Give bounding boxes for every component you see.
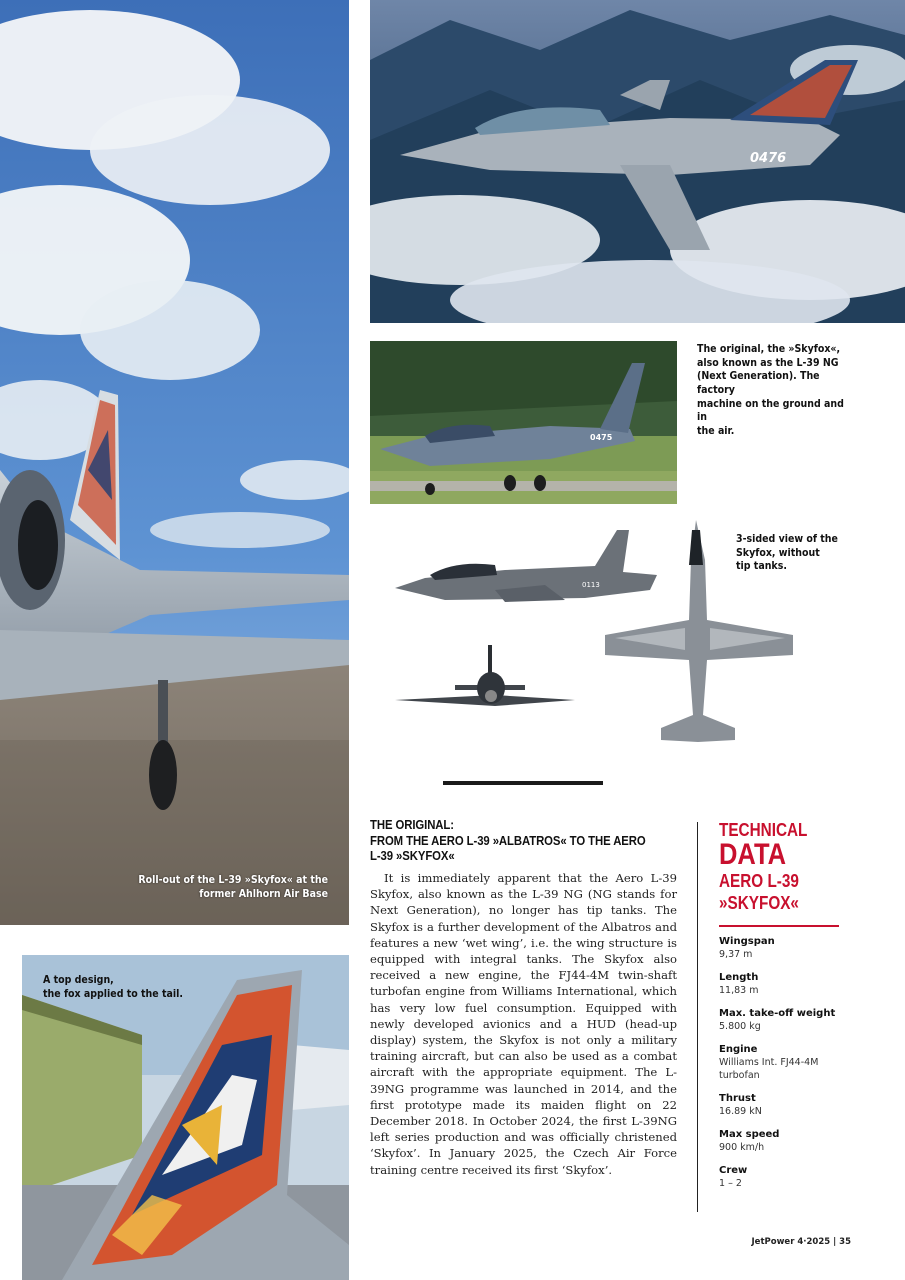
spec-crew: Crew 1 – 2 (719, 1165, 748, 1189)
side-serial: 0113 (582, 581, 600, 589)
spec-thrust: Thrust 16.89 kN (719, 1093, 762, 1117)
tech-data-rule (697, 822, 698, 1212)
article-body: It is immediately apparent that the Aero L-39 Skyfox, also known as the L-39 NG (NG stands for Next Generation), no longer has tip tanks. The Skyfox is a further development of the Albatros and features a new ‘wet wing’, i.e. the wing structure is equipped with integral tanks. The Skyfox also received a new engine, the FJ44-4M twin-shaft turbofan engine from Williams International, which has very low fuel consumption. Equipped with newly developed avionics and a HUD (head-up display) system, the Skyfox is not only a military training aircraft, but can also be used as a combat aircraft with the appropriate equipment. The L-39NG programme was launched in 2014, and the first prototype made its maiden flight on 22 December 2018. In October 2024, the first L-39NG left series production and was officially christened ‘Skyfox’. In January 2025, the Czech Air Force training centre received its first ‘Skyfox’. (370, 871, 677, 1177)
inflight-photo (370, 0, 905, 323)
three-view-caption: 3-sided view of the Skyfox, without tip tanks. (736, 533, 838, 573)
spec-list (719, 935, 839, 1200)
ground-serial: 0475 (590, 433, 613, 442)
spec-max-speed: Max speed 900 km/h (719, 1129, 780, 1153)
air-serial: 0476 (750, 151, 787, 166)
page-footer: JetPower 4·2025 | 35 (751, 1237, 851, 1247)
divider-bar (443, 781, 603, 785)
spec-max-takeoff-weight: Max. take-off weight 5.800 kg (719, 1008, 836, 1032)
article-heading: THE ORIGINAL: FROM THE AERO L-39 »ALBATROS« TO THE AERO L-39 »SKYFOX« (370, 817, 646, 864)
spec-engine: Engine Williams Int. FJ44-4M turbofan (719, 1044, 819, 1081)
tech-data-title: TECHNICAL DATA AERO L-39 »SKYFOX« (719, 820, 808, 913)
original-caption: The original, the »Skyfox«, also known as the L-39 NG (Next Generation). The factory machine on the ground and in the air. (697, 343, 844, 437)
rollout-caption: Roll-out of the L-39 »Skyfox« at the former Ahlhorn Air Base (138, 874, 328, 900)
tech-data-underline (719, 925, 839, 927)
tail-caption: A top design, the fox applied to the tail. (43, 974, 183, 1000)
spec-wingspan: Wingspan 9,37 m (719, 936, 775, 960)
tail-photo (22, 955, 349, 1280)
rollout-photo (0, 0, 349, 925)
spec-length: Length 11,83 m (719, 972, 759, 996)
ground-photo (370, 341, 677, 504)
